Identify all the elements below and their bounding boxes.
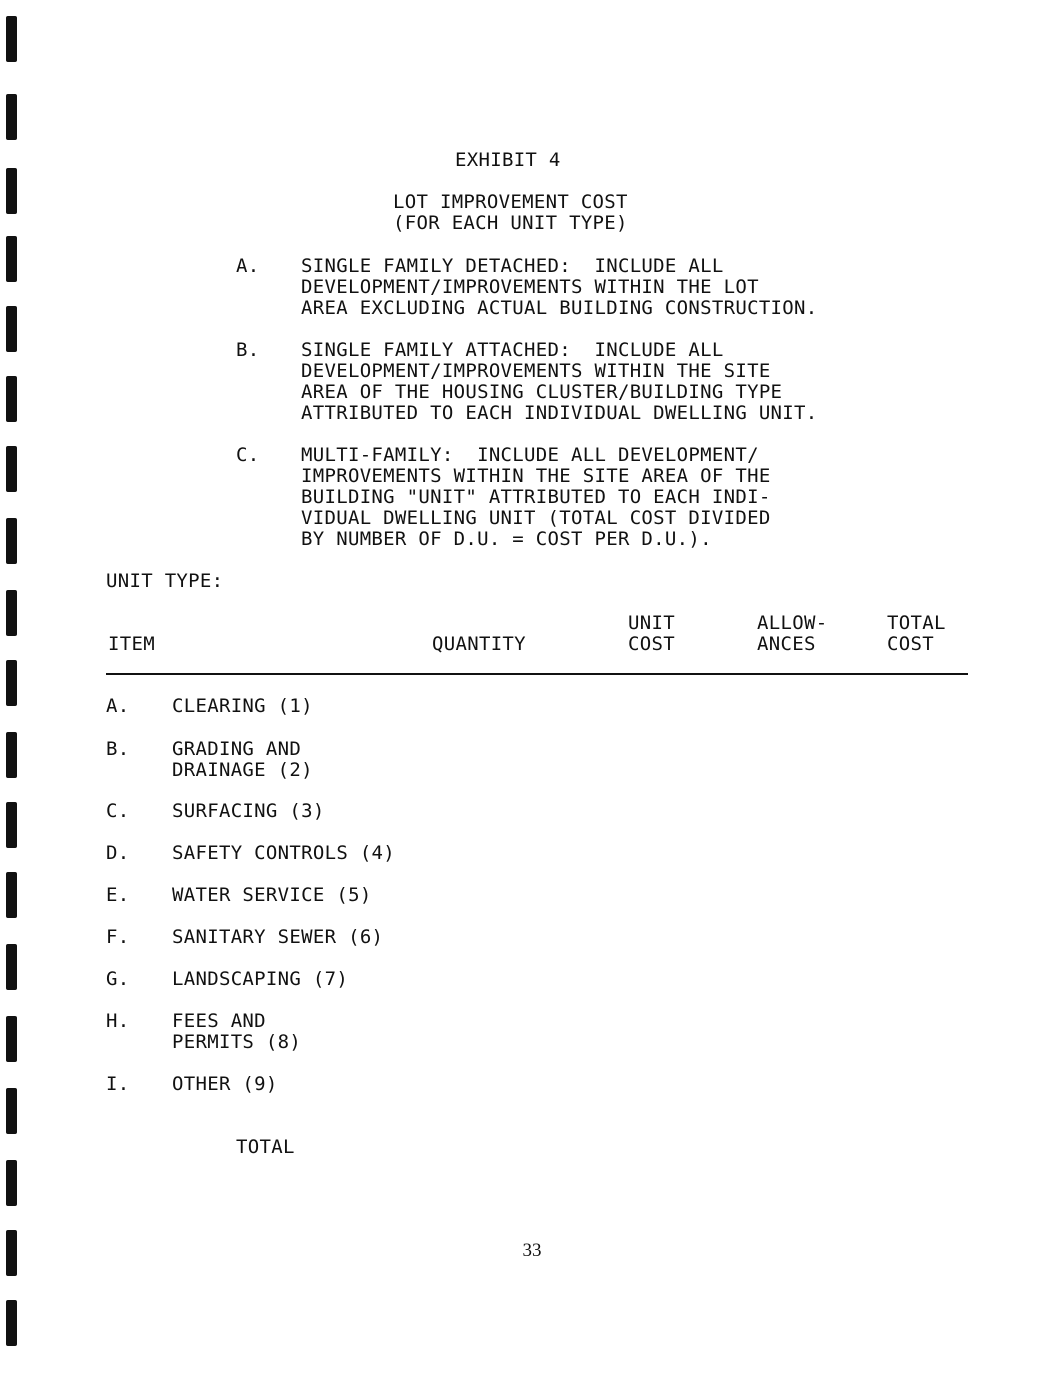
row-letter: E.: [106, 884, 130, 906]
row-item: FEES AND: [172, 1010, 266, 1032]
row-item: GRADING AND: [172, 738, 302, 760]
binder-hole-mark: [6, 802, 17, 848]
header-allowances: ANCES: [757, 633, 816, 655]
row-letter: D.: [106, 842, 130, 864]
binder-hole-mark: [6, 1300, 17, 1346]
definition-line: AREA EXCLUDING ACTUAL BUILDING CONSTRUCTION.: [301, 297, 818, 319]
binder-hole-mark: [6, 306, 17, 352]
row-item: SURFACING (3): [172, 800, 325, 822]
exhibit-label: EXHIBIT 4: [455, 149, 561, 171]
row-item: SAFETY CONTROLS (4): [172, 842, 396, 864]
total-label: TOTAL: [236, 1136, 295, 1158]
definition-line: BUILDING "UNIT" ATTRIBUTED TO EACH INDI-: [301, 486, 771, 508]
row-letter: C.: [106, 800, 130, 822]
header-divider: [106, 673, 968, 675]
header-unit-cost: UNIT: [628, 612, 675, 634]
title-line-2: (FOR EACH UNIT TYPE): [393, 212, 628, 234]
binder-hole-mark: [6, 732, 17, 778]
row-item: DRAINAGE (2): [172, 759, 313, 781]
row-item: CLEARING (1): [172, 695, 313, 717]
definition-line: BY NUMBER OF D.U. = COST PER D.U.).: [301, 528, 712, 550]
binder-hole-mark: [6, 872, 17, 918]
header-total-cost: COST: [887, 633, 934, 655]
header-total-cost: TOTAL: [887, 612, 946, 634]
header-unit-cost: COST: [628, 633, 675, 655]
definition-letter: B.: [236, 339, 260, 361]
definition-line: IMPROVEMENTS WITHIN THE SITE AREA OF THE: [301, 465, 771, 487]
binder-hole-mark: [6, 236, 17, 282]
title-line-1: LOT IMPROVEMENT COST: [393, 191, 628, 213]
binder-hole-mark: [6, 590, 17, 636]
row-item: SANITARY SEWER (6): [172, 926, 384, 948]
header-quantity: QUANTITY: [432, 633, 526, 655]
unit-type-label: UNIT TYPE:: [106, 570, 224, 592]
binder-hole-mark: [6, 944, 17, 990]
definition-letter: A.: [236, 255, 260, 277]
definition-line: MULTI-FAMILY: INCLUDE ALL DEVELOPMENT/: [301, 444, 759, 466]
binder-hole-mark: [6, 1160, 17, 1206]
row-letter: A.: [106, 695, 130, 717]
row-letter: G.: [106, 968, 130, 990]
binder-hole-mark: [6, 446, 17, 492]
definition-line: ATTRIBUTED TO EACH INDIVIDUAL DWELLING UNIT.: [301, 402, 818, 424]
row-item: LANDSCAPING (7): [172, 968, 349, 990]
binder-hole-mark: [6, 16, 17, 62]
definition-line: DEVELOPMENT/IMPROVEMENTS WITHIN THE LOT: [301, 276, 759, 298]
row-letter: B.: [106, 738, 130, 760]
row-item: OTHER (9): [172, 1073, 278, 1095]
binder-hole-mark: [6, 660, 17, 706]
row-letter: I.: [106, 1073, 130, 1095]
row-item: PERMITS (8): [172, 1031, 302, 1053]
header-allowances: ALLOW-: [757, 612, 828, 634]
definition-line: AREA OF THE HOUSING CLUSTER/BUILDING TYPE: [301, 381, 783, 403]
binder-hole-mark: [6, 1088, 17, 1134]
header-item: ITEM: [108, 633, 155, 655]
page-number: 33: [522, 1240, 542, 1261]
definition-line: SINGLE FAMILY ATTACHED: INCLUDE ALL: [301, 339, 724, 361]
binder-hole-mark: [6, 518, 17, 564]
binder-hole-mark: [6, 168, 17, 214]
row-letter: H.: [106, 1010, 130, 1032]
row-letter: F.: [106, 926, 130, 948]
definition-letter: C.: [236, 444, 260, 466]
binder-hole-mark: [6, 376, 17, 422]
row-item: WATER SERVICE (5): [172, 884, 372, 906]
definition-line: DEVELOPMENT/IMPROVEMENTS WITHIN THE SITE: [301, 360, 771, 382]
definition-line: VIDUAL DWELLING UNIT (TOTAL COST DIVIDED: [301, 507, 771, 529]
binder-hole-mark: [6, 1016, 17, 1062]
binder-hole-mark: [6, 94, 17, 140]
definition-line: SINGLE FAMILY DETACHED: INCLUDE ALL: [301, 255, 724, 277]
